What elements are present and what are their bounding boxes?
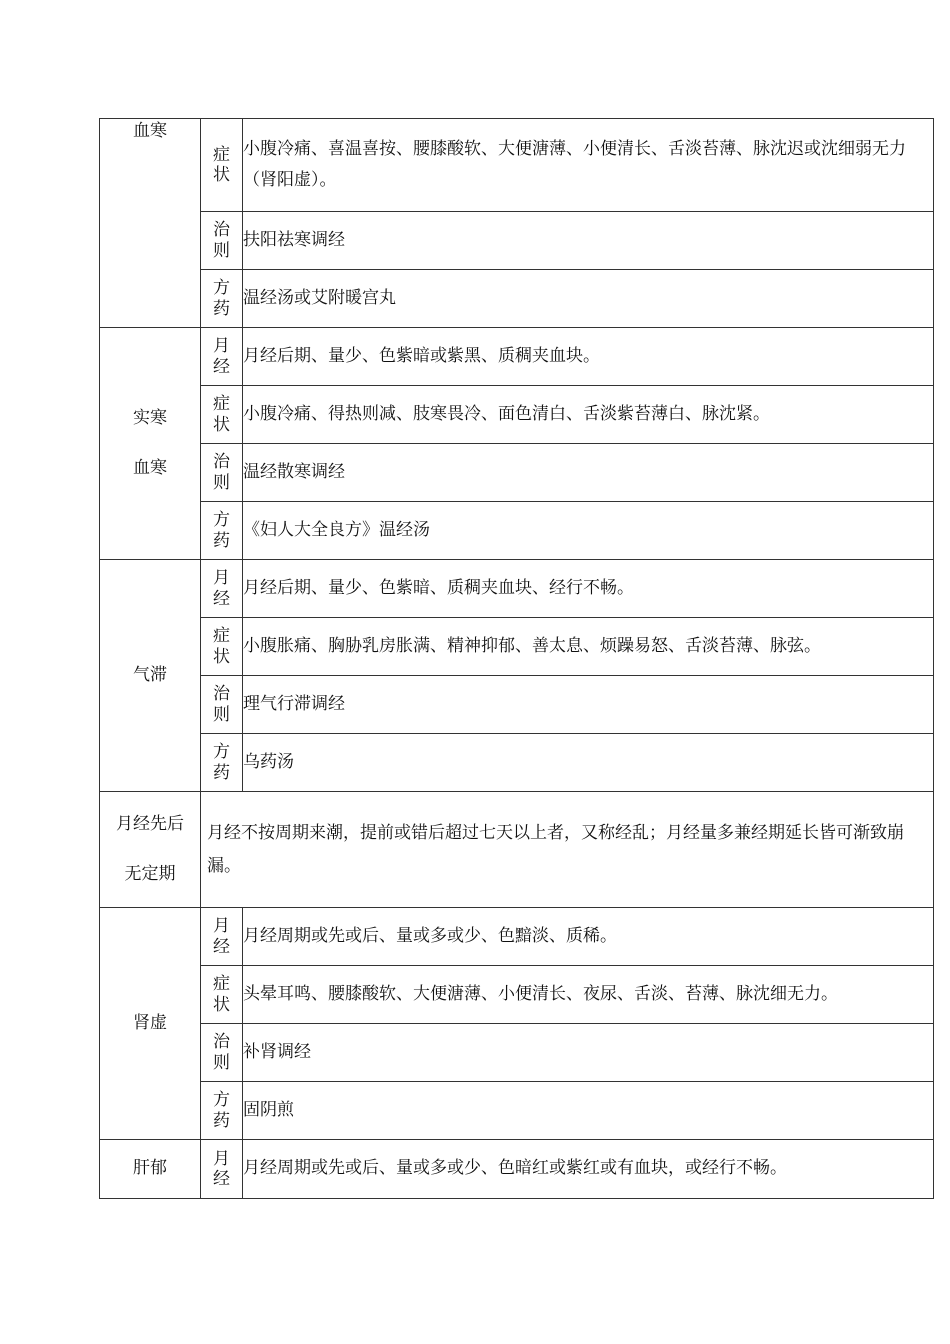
- table-row: [100, 328, 934, 386]
- row-label-symptom: 症 状: [201, 386, 243, 444]
- table-row: [100, 502, 934, 560]
- category-shenxu: [100, 908, 201, 1140]
- category-name: 肝郁: [133, 1158, 167, 1179]
- category-shihan: [100, 328, 201, 560]
- row-label-formula: 方 药: [201, 502, 243, 560]
- formula-text: 固阴煎: [243, 1082, 934, 1140]
- table-row: [100, 734, 934, 792]
- table-row: [100, 908, 934, 966]
- category-name: 肾虚: [133, 1012, 167, 1033]
- category-qizhi: [100, 560, 201, 792]
- category-wudingqi: [100, 792, 201, 908]
- row-label-formula: 方 药: [201, 270, 243, 328]
- table-row: [100, 444, 934, 502]
- row-label-principle: 治 则: [201, 676, 243, 734]
- symptom-text: 小腹冷痛、得热则减、肢寒畏冷、面色清白、舌淡紫苔薄白、脉沈紧。: [243, 386, 934, 444]
- tcm-menstrual-table: [99, 118, 934, 1199]
- table-row: [100, 676, 934, 734]
- menses-text: 月经后期、量少、色紫暗或紫黑、质稠夹血块。: [243, 328, 934, 386]
- formula-text: 温经汤或艾附暖宫丸: [243, 270, 934, 328]
- formula-text: 《妇人大全良方》温经汤: [243, 502, 934, 560]
- table-row: [100, 212, 934, 270]
- table-row: [100, 560, 934, 618]
- row-label-symptom: 症 状: [201, 618, 243, 676]
- description-text: 月经不按周期来潮，提前或错后超过七天以上者，又称经乱；月经量多兼经期延长皆可渐致崩漏。: [201, 792, 934, 908]
- category-ganyu: [100, 1140, 201, 1199]
- menses-text: 月经周期或先或后、量或多或少、色暗红或紫红或有血块，或经行不畅。: [243, 1140, 934, 1199]
- table-row: [100, 792, 934, 908]
- formula-text: 乌药汤: [243, 734, 934, 792]
- category-name-line2: 血寒: [133, 457, 167, 478]
- category-name-line1: 实寒: [133, 408, 167, 429]
- category-xuehan: [100, 119, 201, 328]
- table-row: [100, 1024, 934, 1082]
- principle-text: 补肾调经: [243, 1024, 934, 1082]
- category-name-line1: 月经先后: [116, 814, 184, 835]
- row-label-menses: 月 经: [201, 328, 243, 386]
- table-row: [100, 119, 934, 212]
- row-label-menses: 月 经: [201, 908, 243, 966]
- row-label-formula: 方 药: [201, 1082, 243, 1140]
- row-label-symptom: 症 状: [201, 119, 243, 212]
- symptom-text: 小腹胀痛、胸胁乳房胀满、精神抑郁、善太息、烦躁易怒、舌淡苔薄、脉弦。: [243, 618, 934, 676]
- row-label-menses: 月 经: [201, 1140, 243, 1199]
- category-name: 血寒: [133, 121, 167, 141]
- principle-text: 扶阳祛寒调经: [243, 212, 934, 270]
- row-label-formula: 方 药: [201, 734, 243, 792]
- table-row: [100, 966, 934, 1024]
- row-label-principle: 治 则: [201, 444, 243, 502]
- category-name-line2: 无定期: [124, 863, 176, 884]
- table-row: [100, 1082, 934, 1140]
- category-name: 气滞: [133, 664, 167, 685]
- symptom-text: 小腹冷痛、喜温喜按、腰膝酸软、大便溏薄、小便清长、舌淡苔薄、脉沈迟或沈细弱无力（肾阳虚）。: [243, 119, 934, 212]
- row-label-symptom: 症 状: [201, 966, 243, 1024]
- row-label-principle: 治 则: [201, 212, 243, 270]
- table-row: [100, 618, 934, 676]
- table-row: [100, 386, 934, 444]
- row-label-principle: 治 则: [201, 1024, 243, 1082]
- row-label-menses: 月 经: [201, 560, 243, 618]
- table-row: [100, 1140, 934, 1199]
- menses-text: 月经后期、量少、色紫暗、质稠夹血块、经行不畅。: [243, 560, 934, 618]
- table-row: [100, 270, 934, 328]
- menses-text: 月经周期或先或后、量或多或少、色黯淡、质稀。: [243, 908, 934, 966]
- principle-text: 理气行滞调经: [243, 676, 934, 734]
- principle-text: 温经散寒调经: [243, 444, 934, 502]
- symptom-text: 头晕耳鸣、腰膝酸软、大便溏薄、小便清长、夜尿、舌淡、苔薄、脉沈细无力。: [243, 966, 934, 1024]
